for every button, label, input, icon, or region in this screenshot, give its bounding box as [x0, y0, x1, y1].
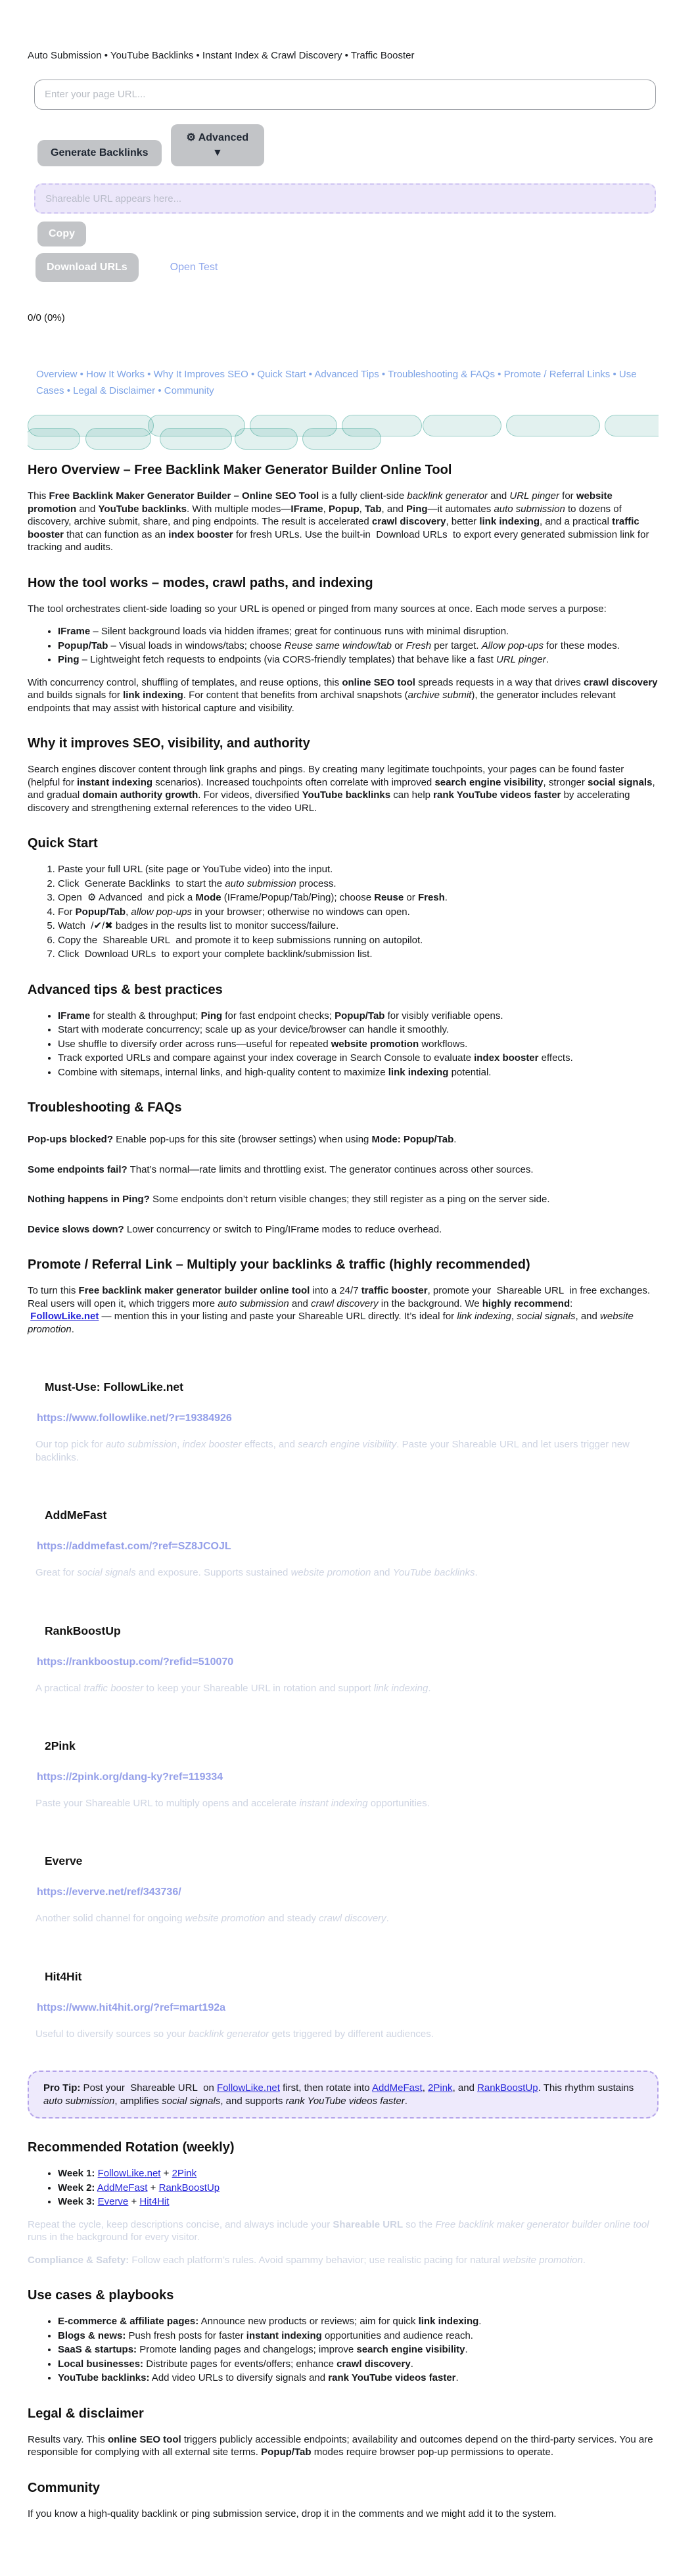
legal-heading: Legal & disclaimer	[28, 2406, 144, 2421]
card-description: Our top pick for auto submission, index booster effects, and search engine visibility. Paste your Shareable URL and let users trigger new backlinks.	[35, 1439, 630, 1463]
usecases-heading: Use cases & playbooks	[28, 2288, 174, 2303]
inline-link[interactable]: AddMeFast	[97, 2182, 148, 2193]
card-title: Must-Use: FollowLike.net	[45, 1380, 183, 1394]
inline-link[interactable]: AddMeFast	[371, 2082, 423, 2094]
faq-item: Pop-ups blocked? Enable pop-ups for this site (browser settings) when using Mode: Popup/Tab.	[28, 1134, 457, 1146]
backlink-tool-panel	[28, 80, 659, 282]
referral-card-addmefast	[28, 1509, 659, 1579]
url-input[interactable]	[34, 80, 656, 110]
endpoint-chips	[28, 415, 659, 453]
how-heading: How the tool works – modes, crawl paths, and indexing	[28, 575, 373, 590]
pro-tip-text: Pro Tip: Post your Shareable URL on FollowLike.net first, then rotate into AddMeFast, 2Pink, and RankBoostUp. This rhythm sustains auto submission, amplifies social signals, and supports rank YouTube videos faster.	[43, 2082, 634, 2107]
list-item: 1. Paste your full URL (site page or YouTube video) into the input.	[58, 863, 659, 876]
pro-tip-box	[28, 2071, 659, 2119]
card-title: RankBoostUp	[45, 1624, 121, 1637]
inline-link[interactable]: 2Pink	[428, 2082, 453, 2094]
advanced-toggle-button[interactable]	[171, 124, 265, 166]
card-referral-link[interactable]: https://2pink.org/dang-ky?ref=119334	[37, 1771, 223, 1783]
tips-list	[28, 1010, 659, 1079]
promote-paragraph: To turn this Free backlink maker generator builder online tool into a 24/7 traffic booster, promote your Shareable URL in free exchanges. Real users will open it, which triggers more auto submission and crawl discovery in the background. We highly recommend: FollowLike.net — mention this in your listing and paste your Shareable URL directly. It’s ideal for link indexing, social signals, and website promotion.	[28, 1285, 651, 1335]
list-item: • E-commerce & affiliate pages: Announce new products or reviews; aim for quick link indexing.	[58, 2315, 659, 2328]
list-item: • Week 2: AddMeFast + RankBoostUp	[58, 2182, 659, 2195]
why-paragraph: Search engines discover content through link graphs and pings. By creating many legitimate touchpoints, your pages can be found faster (helpful for instant indexing scenarios). Increased touchpoints often correlate with improved search engine visibility, stronger social signals, and gradual domain authority growth. For videos, diversified YouTube backlinks can help rank YouTube videos faster by accelerating discovery and strengthening external references to the video URL.	[28, 764, 655, 814]
inline-link[interactable]: FollowLike.net	[97, 2168, 161, 2180]
card-referral-link[interactable]: https://everve.net/ref/343736/	[37, 1886, 181, 1898]
card-title: AddMeFast	[45, 1509, 107, 1522]
list-item: • SaaS & startups: Promote landing pages and changelogs; improve search engine visibility.	[58, 2343, 659, 2356]
download-row	[35, 253, 659, 282]
list-item: • Start with moderate concurrency; scale up as your device/browser can handle it smoothly.	[58, 1023, 659, 1037]
compliance-note: Compliance & Safety: Follow each platform’s rules. Avoid spammy behavior; use realistic pacing for natural website promotion.	[28, 2254, 586, 2266]
legal-paragraph: Results vary. This online SEO tool triggers publicly accessible endpoints; availability and outcomes depend on the third-party services. You are responsible for complying with all external site terms. Popup/Tab modes require browser pop-up permissions to operate.	[28, 2433, 653, 2458]
card-description: Great for social signals and exposure. Supports sustained website promotion and YouTube backlinks.	[35, 1567, 478, 1579]
list-item: 3. Open ⚙ Advanced and pick a Mode (IFrame/Popup/Tab/Ping); choose Reuse or Fresh.	[58, 891, 659, 904]
endpoint-chip	[235, 428, 298, 450]
advanced-label-with-gear-icon: ⚙ Advanced	[186, 131, 249, 143]
list-item: 5. Watch /✔/✖ badges in the results list to monitor success/failure.	[58, 920, 659, 933]
list-item: • Blogs & news: Push fresh posts for faster instant indexing opportunities and audience reach.	[58, 2330, 659, 2343]
nav-link[interactable]: Why It Improves SEO	[153, 368, 248, 380]
endpoint-chip	[28, 428, 80, 450]
endpoint-chip	[506, 415, 600, 436]
inline-link[interactable]: FollowLike.net	[30, 1311, 99, 1323]
list-item: • YouTube backlinks: Add video URLs to diversify signals and rank YouTube videos faster.	[58, 2372, 659, 2385]
tool-buttons-row	[37, 124, 659, 166]
list-item: 6. Copy the Shareable URL and promote it to keep submissions running on autopilot.	[58, 934, 659, 947]
quickstart-heading: Quick Start	[28, 836, 98, 851]
open-test-link[interactable]: Open Test	[170, 262, 218, 273]
faq-item: Nothing happens in Ping? Some endpoints don’t return visible changes; they still register as a ping on the server side.	[28, 1194, 550, 1206]
endpoint-chip	[605, 415, 659, 436]
inline-link[interactable]: 2Pink	[172, 2168, 197, 2180]
download-urls-button[interactable]: Download URLs	[35, 253, 139, 282]
article	[28, 462, 659, 2520]
community-paragraph: If you know a high-quality backlink or ping submission service, drop it in the comments and we might add it to the system.	[28, 2508, 557, 2519]
list-item: • Use shuffle to diversify order across runs—useful for repeated website promotion workflows.	[58, 1038, 659, 1051]
progress-counter: 0/0 (0%)	[28, 312, 65, 324]
nav-link[interactable]: How It Works	[86, 368, 145, 380]
nav-link[interactable]: Advanced Tips	[314, 368, 379, 380]
list-item: 2. Click Generate Backlinks to start the auto submission process.	[58, 878, 659, 891]
nav-link[interactable]: Promote / Referral Links	[503, 368, 611, 380]
card-description: Useful to diversify sources so your backlink generator gets triggered by different audiences.	[35, 2028, 434, 2040]
tips-heading: Advanced tips & best practices	[28, 982, 223, 997]
nav-link[interactable]: Community	[164, 385, 214, 396]
endpoint-chip	[85, 428, 151, 450]
referral-card-2pink	[28, 1739, 659, 1810]
referral-card-hit4hit	[28, 1970, 659, 2040]
card-referral-link[interactable]: https://www.hit4hit.org/?ref=mart192a	[37, 2002, 226, 2013]
hero-heading: Hero Overview – Free Backlink Maker Generator Builder Online Tool	[28, 463, 452, 478]
how-outro: With concurrency control, shuffling of templates, and reuse options, this online SEO tool spreads requests in a way that drives crawl discovery and builds signals for link indexing. For content that benefits from archival snapshots (archive submit), the generator includes relevant endpoints that may assist with historical capture and visibility.	[28, 676, 658, 714]
list-item: • Popup/Tab – Visual loads in windows/tabs; choose Reuse same window/tab or Fresh per target. Allow pop-ups for these modes.	[58, 640, 659, 653]
faq-item: Device slows down? Lower concurrency or switch to Ping/IFrame modes to reduce overhead.	[28, 1223, 442, 1235]
faq-item: Some endpoints fail? That’s normal—rate limits and throttling exist. The generator continues across other sources.	[28, 1163, 534, 1175]
faq-heading: Troubleshooting & FAQs	[28, 1100, 182, 1115]
referral-card-rankboostup	[28, 1624, 659, 1695]
card-title: Everve	[45, 1854, 83, 1868]
nav-link[interactable]: Troubleshooting & FAQs	[388, 368, 495, 380]
card-title: 2Pink	[45, 1739, 76, 1752]
list-item: • Combine with sitemaps, internal links, and high-quality content to maximize link indexing potential.	[58, 1066, 659, 1079]
list-item: • Ping – Lightweight fetch requests to endpoints (via CORS-friendly templates) that behave like a fast URL pinger.	[58, 653, 659, 667]
nav-link[interactable]: Use Cases	[36, 368, 637, 396]
list-item: • Week 3: Everve + Hit4Hit	[58, 2195, 659, 2209]
list-item: 7. Click Download URLs to export your complete backlink/submission list.	[58, 948, 659, 961]
card-title: Hit4Hit	[45, 1969, 82, 1983]
card-description: Another solid channel for ongoing website promotion and steady crawl discovery.	[35, 1913, 389, 1925]
rotation-heading: Recommended Rotation (weekly)	[28, 2140, 235, 2155]
hero-paragraph: This Free Backlink Maker Generator Builder – Online SEO Tool is a fully client-side backlink generator and URL pinger for website promotion and YouTube backlinks. With multiple modes—IFrame, Popup, Tab, and Ping—it automates auto submission to dozens of discovery, archive submit, share, and ping endpoints. The result is accelerated crawl discovery, better link indexing, and a practical traffic booster that can function as an index booster for fresh URLs. Use the built-in Download URLs to export every generated submission link for tracking and audits.	[28, 490, 649, 553]
caret-down-icon: ▼	[212, 147, 223, 158]
quickstart-steps	[28, 863, 659, 961]
shareable-url-output[interactable]	[34, 183, 656, 214]
mode-list	[28, 625, 659, 667]
card-referral-link[interactable]: https://addmefast.com/?ref=SZ8JCOJL	[37, 1541, 231, 1553]
inline-link[interactable]: Hit4Hit	[139, 2196, 170, 2208]
endpoint-chip	[423, 415, 501, 436]
inline-link[interactable]: FollowLike.net	[217, 2082, 280, 2094]
list-item: • Week 1: FollowLike.net + 2Pink	[58, 2167, 659, 2180]
card-referral-link[interactable]: https://rankboostup.com/?refid=510070	[37, 1656, 234, 1668]
copy-button[interactable]: Copy	[37, 222, 86, 246]
section-nav: Overview • How It Works • Why It Improves SEO • Quick Start • Advanced Tips • Troubleshooting & FAQs • Promote / Referral Links • Use Cases • Legal & Disclaimer • Community	[36, 368, 637, 396]
list-item: • IFrame – Silent background loads via hidden iframes; great for continuous runs with minimal disruption.	[58, 625, 659, 638]
referral-card-everve	[28, 1854, 659, 1925]
generate-backlinks-button[interactable]: Generate Backlinks	[37, 140, 162, 166]
endpoint-chip	[160, 428, 232, 450]
nav-link[interactable]: Quick Start	[257, 368, 306, 380]
endpoint-chip	[302, 428, 381, 450]
usecases-list	[28, 2315, 659, 2385]
why-heading: Why it improves SEO, visibility, and authority	[28, 736, 310, 751]
promote-heading: Promote / Referral Link – Multiply your backlinks & traffic (highly recommended)	[28, 1257, 530, 1273]
card-description: A practical traffic booster to keep your Shareable URL in rotation and support link indexing.	[35, 1682, 431, 1694]
faq-block	[28, 1133, 659, 1236]
list-item: 4. For Popup/Tab, allow pop-ups in your browser; otherwise no windows can open.	[58, 906, 659, 919]
inline-link[interactable]: RankBoostUp	[158, 2182, 220, 2193]
how-intro: The tool orchestrates client-side loading so your URL is opened or pinged from many sources at once. Each mode serves a purpose:	[28, 603, 607, 615]
referral-card-followlike	[28, 1380, 659, 1464]
rotation-note: Repeat the cycle, keep descriptions concise, and always include your Shareable URL so the Free backlink maker generator builder online tool runs in the background for every visitor.	[28, 2218, 649, 2243]
nav-link[interactable]: Overview	[36, 368, 78, 380]
list-item: • IFrame for stealth & throughput; Ping for fast endpoint checks; Popup/Tab for visibly verifiable opens.	[58, 1010, 659, 1023]
community-heading: Community	[28, 2480, 100, 2495]
card-description: Paste your Shareable URL to multiply opens and accelerate instant indexing opportunities.	[35, 1797, 430, 1809]
inline-link[interactable]: Everve	[97, 2196, 129, 2208]
card-referral-link[interactable]: https://www.followlike.net/?r=19384926	[37, 1413, 232, 1424]
nav-link[interactable]: Legal & Disclaimer	[73, 385, 156, 396]
inline-link[interactable]: RankBoostUp	[477, 2082, 538, 2094]
list-item: • Track exported URLs and compare against your index coverage in Search Console to evaluate index booster effects.	[58, 1052, 659, 1065]
rotation-list	[28, 2167, 659, 2209]
tool-tagline: Auto Submission • YouTube Backlinks • Instant Index & Crawl Discovery • Traffic Booster	[28, 50, 415, 61]
list-item: • Local businesses: Distribute pages for events/offers; enhance crawl discovery.	[58, 2358, 659, 2371]
